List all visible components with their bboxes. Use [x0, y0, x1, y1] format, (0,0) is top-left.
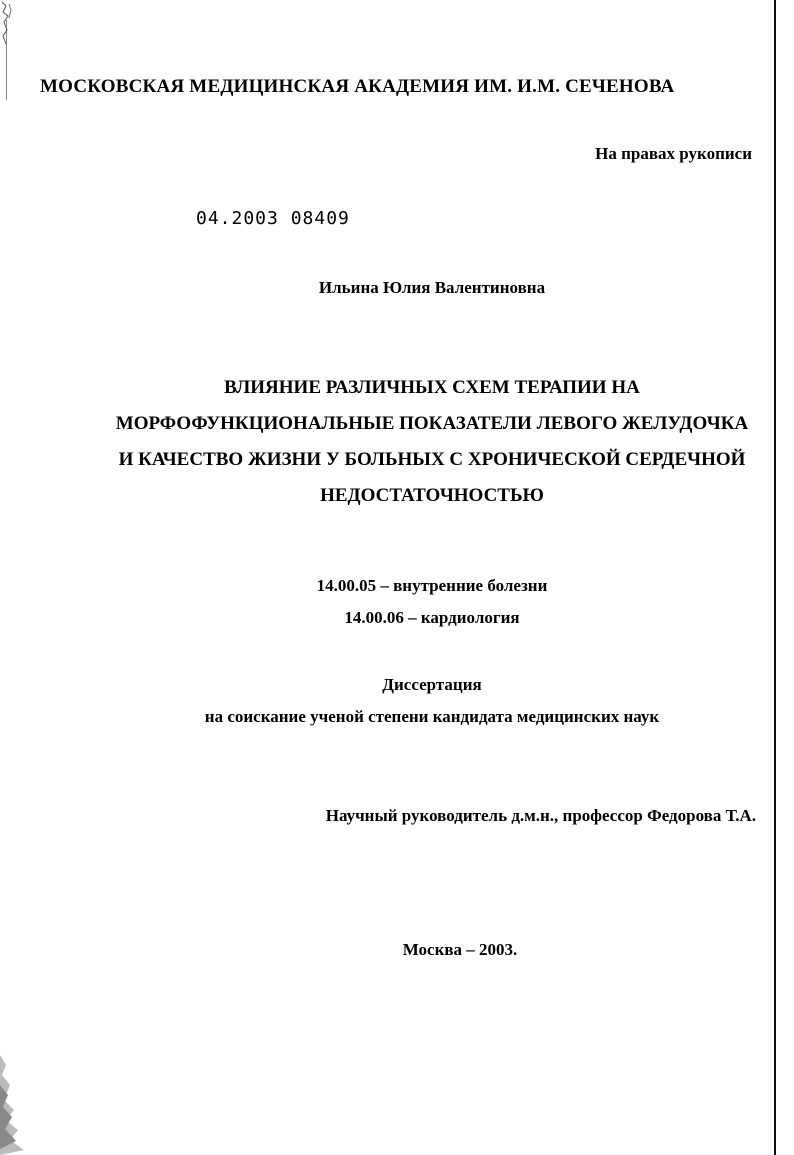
author-name: Ильина Юлия Валентиновна	[318, 278, 546, 297]
registry-stamp: 04.2003 08409	[196, 208, 350, 229]
degree-line: на соискание ученой степени кандидата медицинских наук	[204, 707, 660, 726]
specialty-code: 14.00.06 – кардиология	[344, 608, 520, 627]
dissertation-title	[0, 370, 794, 514]
title-line: НЕДОСТАТОЧНОСТЬЮ	[320, 485, 544, 506]
city-year: Москва – 2003.	[402, 940, 518, 959]
title-line: МОРФОФУНКЦИОНАЛЬНЫЕ ПОКАЗАТЕЛИ ЛЕВОГО ЖЕЛУДОЧКА	[115, 413, 749, 434]
supervisor: Научный руководитель д.м.н., профессор Федорова Т.А.	[325, 806, 756, 825]
specialty-code: 14.00.05 – внутренние болезни	[316, 576, 548, 595]
institution-name: МОСКОВСКАЯ МЕДИЦИНСКАЯ АКАДЕМИЯ ИМ. И.М. СЕЧЕНОВА	[40, 76, 675, 97]
title-line: И КАЧЕСТВО ЖИЗНИ У БОЛЬНЫХ С ХРОНИЧЕСКОЙ СЕРДЕЧНОЙ	[118, 449, 746, 470]
document-type: Диссертация	[382, 675, 482, 694]
title-line: ВЛИЯНИЕ РАЗЛИЧНЫХ СХЕМ ТЕРАПИИ НА	[224, 377, 640, 398]
rights-note: На правах рукописи	[595, 144, 752, 163]
scan-noise-top-left	[0, 0, 14, 60]
scan-noise-bottom-left	[0, 1045, 40, 1155]
